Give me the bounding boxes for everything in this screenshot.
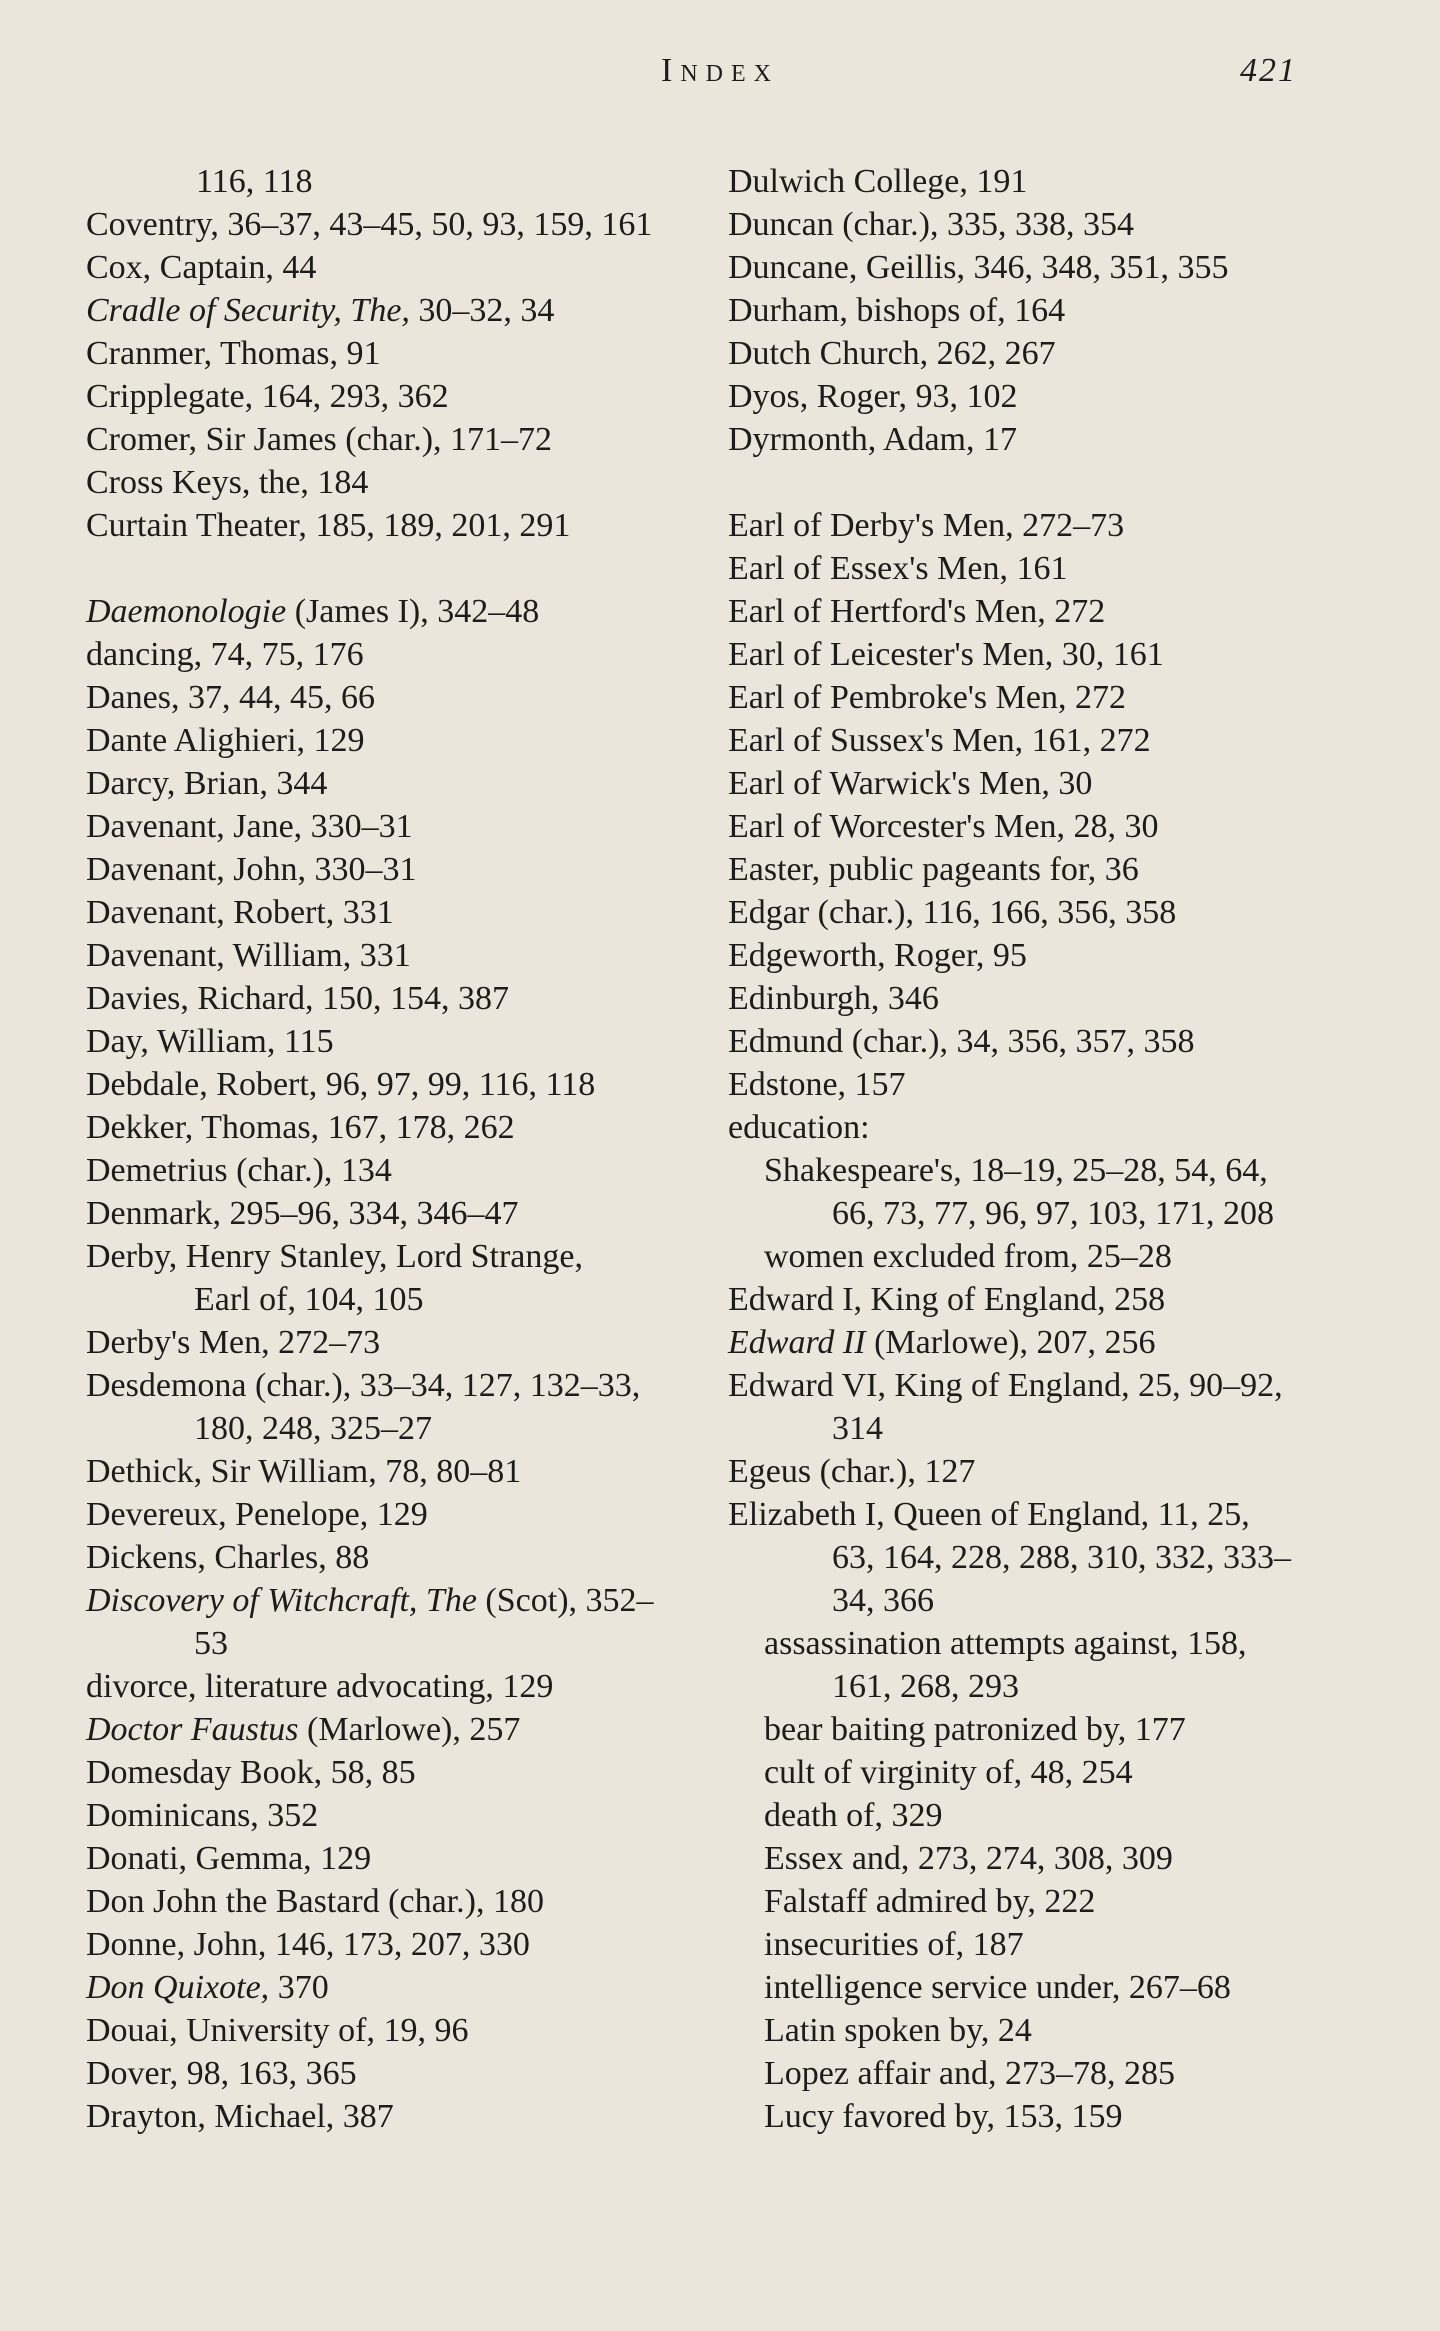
index-entry bbox=[86, 1192, 706, 1235]
index-subentry bbox=[728, 1235, 1368, 1278]
index-entry bbox=[86, 1794, 706, 1837]
index-entry-text: Lopez affair and, 273–78, 285 bbox=[764, 2055, 1176, 2092]
index-entry bbox=[86, 891, 706, 934]
letter-section-gap bbox=[728, 461, 1368, 504]
index-entry bbox=[728, 848, 1368, 891]
index-entry bbox=[728, 1321, 1368, 1364]
index-entry-text: Edgeworth, Roger, 95 bbox=[728, 937, 1027, 974]
index-entry bbox=[86, 633, 706, 676]
index-entry bbox=[86, 1880, 706, 1923]
index-entry-text: Davies, Richard, 150, 154, 387 bbox=[86, 980, 510, 1017]
index-entry bbox=[86, 504, 706, 547]
index-entry-text: Dominicans, 352 bbox=[86, 1797, 319, 1834]
index-entry-text: Duncane, Geillis, 346, 348, 351, 355 bbox=[728, 249, 1229, 286]
index-entry-text: Davenant, Robert, 331 bbox=[86, 894, 394, 931]
index-entry-text: Dulwich College, 191 bbox=[728, 163, 1028, 200]
index-entry-text: Donne, John, 146, 173, 207, 330 bbox=[86, 1926, 530, 1963]
index-entry-text: 53 bbox=[194, 1625, 228, 1662]
index-entry-text: Essex and, 273, 274, 308, 309 bbox=[764, 1840, 1173, 1877]
index-entry-title-italic: Discovery of Witchcraft, The bbox=[86, 1582, 477, 1619]
index-entry-title-italic: Cradle of Security, The, bbox=[86, 292, 410, 329]
index-entry bbox=[86, 1106, 706, 1149]
index-entry-text: Day, William, 115 bbox=[86, 1023, 334, 1060]
index-entry-text: Durham, bishops of, 164 bbox=[728, 292, 1066, 329]
index-entry bbox=[728, 246, 1368, 289]
index-entry bbox=[86, 1450, 706, 1493]
index-subentry bbox=[728, 2009, 1368, 2052]
index-entry bbox=[728, 934, 1368, 977]
index-entry-text: Earl of Worcester's Men, 28, 30 bbox=[728, 808, 1159, 845]
index-entry-text: intelligence service under, 267–68 bbox=[764, 1969, 1231, 2006]
index-entry bbox=[86, 2052, 706, 2095]
index-entry bbox=[728, 547, 1368, 590]
index-entry bbox=[728, 805, 1368, 848]
index-subentry bbox=[728, 1708, 1368, 1751]
index-entry-text: Edward VI, King of England, 25, 90–92, bbox=[728, 1367, 1283, 1404]
index-entry-text: Douai, University of, 19, 96 bbox=[86, 2012, 469, 2049]
index-entry bbox=[728, 762, 1368, 805]
index-entry-text: Egeus (char.), 127 bbox=[728, 1453, 976, 1490]
index-entry-text: Dyos, Roger, 93, 102 bbox=[728, 378, 1018, 415]
index-entry-continuation bbox=[728, 1407, 1368, 1450]
index-entry bbox=[728, 1106, 1368, 1149]
index-entry-text: (Marlowe), 257 bbox=[298, 1711, 521, 1748]
index-entry bbox=[86, 1579, 706, 1622]
index-entry-text: death of, 329 bbox=[764, 1797, 943, 1834]
index-entry-text: Earl of, 104, 105 bbox=[194, 1281, 424, 1318]
index-entry bbox=[728, 1493, 1368, 1536]
index-entry-continuation bbox=[728, 1536, 1368, 1579]
index-entry-text: Dante Alighieri, 129 bbox=[86, 722, 365, 759]
index-entry bbox=[86, 1751, 706, 1794]
index-entry-text: Edward I, King of England, 258 bbox=[728, 1281, 1166, 1318]
index-entry-title-italic: Don Quixote, bbox=[86, 1969, 270, 2006]
index-entry bbox=[86, 676, 706, 719]
index-entry-text: Earl of Pembroke's Men, 272 bbox=[728, 679, 1126, 716]
index-entry bbox=[728, 633, 1368, 676]
index-entry-text: Elizabeth I, Queen of England, 11, 25, bbox=[728, 1496, 1250, 1533]
index-entry-text: Dickens, Charles, 88 bbox=[86, 1539, 370, 1576]
index-entry-text: Earl of Leicester's Men, 30, 161 bbox=[728, 636, 1164, 673]
index-subentry bbox=[728, 1880, 1368, 1923]
index-entry-continuation bbox=[86, 1622, 706, 1665]
index-entry bbox=[728, 504, 1368, 547]
index-entry bbox=[86, 848, 706, 891]
index-entry-title-italic: Daemonologie bbox=[86, 593, 287, 630]
index-entry bbox=[86, 762, 706, 805]
index-entry-title-italic: Edward II bbox=[728, 1324, 866, 1361]
index-entry bbox=[86, 590, 706, 633]
index-entry-text: Edmund (char.), 34, 356, 357, 358 bbox=[728, 1023, 1195, 1060]
index-entry-text: education: bbox=[728, 1109, 870, 1146]
index-entry-continuation bbox=[728, 1192, 1368, 1235]
index-entry-text: divorce, literature advocating, 129 bbox=[86, 1668, 554, 1705]
index-entry-text: (Marlowe), 207, 256 bbox=[865, 1324, 1156, 1361]
letter-section-gap bbox=[86, 547, 706, 590]
index-entry-text: Cross Keys, the, 184 bbox=[86, 464, 369, 501]
index-entry bbox=[728, 1063, 1368, 1106]
index-subentry bbox=[728, 1751, 1368, 1794]
index-entry bbox=[86, 1665, 706, 1708]
index-entry bbox=[86, 934, 706, 977]
index-entry-text: (Scot), 352– bbox=[476, 1582, 654, 1619]
index-subentry bbox=[728, 1794, 1368, 1837]
index-entry bbox=[86, 1493, 706, 1536]
index-entry-text: Danes, 37, 44, 45, 66 bbox=[86, 679, 375, 716]
index-entry-text: Devereux, Penelope, 129 bbox=[86, 1496, 428, 1533]
index-entry bbox=[86, 203, 706, 246]
running-head-title: Index bbox=[661, 52, 779, 89]
index-entry-text: Debdale, Robert, 96, 97, 99, 116, 118 bbox=[86, 1066, 596, 1103]
index-entry-continuation bbox=[86, 160, 706, 203]
index-entry-text: Earl of Essex's Men, 161 bbox=[728, 550, 1068, 587]
index-entry bbox=[86, 1321, 706, 1364]
index-entry bbox=[728, 590, 1368, 633]
index-entry-text: Domesday Book, 58, 85 bbox=[86, 1754, 416, 1791]
index-entry-text: Earl of Hertford's Men, 272 bbox=[728, 593, 1106, 630]
index-entry-text: (James I), 342–48 bbox=[286, 593, 540, 630]
index-entry-text: Duncan (char.), 335, 338, 354 bbox=[728, 206, 1135, 243]
index-entry-text: Curtain Theater, 185, 189, 201, 291 bbox=[86, 507, 571, 544]
index-entry-text: Drayton, Michael, 387 bbox=[86, 2098, 394, 2135]
index-entry bbox=[86, 1708, 706, 1751]
index-entry bbox=[728, 1450, 1368, 1493]
index-entry-text: Cranmer, Thomas, 91 bbox=[86, 335, 381, 372]
index-entry-text: Edstone, 157 bbox=[728, 1066, 906, 1103]
index-entry-text: Edinburgh, 346 bbox=[728, 980, 939, 1017]
index-entry bbox=[86, 1966, 706, 2009]
index-entry bbox=[728, 375, 1368, 418]
index-entry bbox=[86, 1063, 706, 1106]
index-entry bbox=[86, 805, 706, 848]
index-entry-text: Earl of Derby's Men, 272–73 bbox=[728, 507, 1125, 544]
index-entry-text: Dethick, Sir William, 78, 80–81 bbox=[86, 1453, 522, 1490]
index-entry-text: 161, 268, 293 bbox=[832, 1668, 1019, 1705]
index-entry bbox=[728, 203, 1368, 246]
index-entry-text: 180, 248, 325–27 bbox=[194, 1410, 432, 1447]
index-entry-text: Darcy, Brian, 344 bbox=[86, 765, 328, 802]
index-entry bbox=[86, 1923, 706, 1966]
index-entry bbox=[86, 461, 706, 504]
index-entry-text: 116, 118 bbox=[196, 163, 313, 200]
index-entry bbox=[728, 891, 1368, 934]
index-entry-text: Lucy favored by, 153, 159 bbox=[764, 2098, 1123, 2135]
index-entry-continuation bbox=[728, 1665, 1368, 1708]
index-subentry bbox=[728, 1622, 1368, 1665]
index-entry-text: Davenant, William, 331 bbox=[86, 937, 411, 974]
index-entry bbox=[86, 1149, 706, 1192]
index-entry-text: Falstaff admired by, 222 bbox=[764, 1883, 1096, 1920]
index-entry-text: Davenant, Jane, 330–31 bbox=[86, 808, 413, 845]
index-entry-title-italic: Doctor Faustus bbox=[86, 1711, 299, 1748]
index-entry-text: Edgar (char.), 116, 166, 356, 358 bbox=[728, 894, 1177, 931]
index-entry bbox=[86, 1235, 706, 1278]
index-entry-text: 66, 73, 77, 96, 97, 103, 171, 208 bbox=[832, 1195, 1274, 1232]
index-entry-continuation bbox=[86, 1407, 706, 1450]
index-entry-text: Davenant, John, 330–31 bbox=[86, 851, 417, 888]
index-entry-text: Dutch Church, 262, 267 bbox=[728, 335, 1056, 372]
index-entry-text: Demetrius (char.), 134 bbox=[86, 1152, 392, 1189]
index-entry bbox=[86, 1364, 706, 1407]
index-entry-text: women excluded from, 25–28 bbox=[764, 1238, 1172, 1275]
index-entry-text: Don John the Bastard (char.), 180 bbox=[86, 1883, 544, 1920]
index-entry-text: Cromer, Sir James (char.), 171–72 bbox=[86, 421, 553, 458]
index-entry bbox=[728, 977, 1368, 1020]
index-entry-text: Earl of Warwick's Men, 30 bbox=[728, 765, 1093, 802]
index-entry bbox=[728, 719, 1368, 762]
index-entry-text: 314 bbox=[832, 1410, 883, 1447]
page-number: 421 bbox=[1240, 52, 1297, 89]
index-subentry bbox=[728, 1837, 1368, 1880]
index-entry bbox=[728, 160, 1368, 203]
index-entry-text: Easter, public pageants for, 36 bbox=[728, 851, 1139, 888]
index-subentry bbox=[728, 1923, 1368, 1966]
index-entry bbox=[86, 246, 706, 289]
index-entry-text: Derby, Henry Stanley, Lord Strange, bbox=[86, 1238, 583, 1275]
index-entry-text: dancing, 74, 75, 176 bbox=[86, 636, 364, 673]
index-entry-continuation bbox=[728, 1579, 1368, 1622]
index-entry bbox=[86, 289, 706, 332]
index-entry-text: Latin spoken by, 24 bbox=[764, 2012, 1032, 2049]
index-entry-text: 370 bbox=[269, 1969, 329, 2006]
index-entry-text: Shakespeare's, 18–19, 25–28, 54, 64, bbox=[764, 1152, 1268, 1189]
index-entry bbox=[86, 418, 706, 461]
index-entry bbox=[728, 1020, 1368, 1063]
index-entry bbox=[86, 977, 706, 1020]
index-entry-text: Coventry, 36–37, 43–45, 50, 93, 159, 161 bbox=[86, 206, 653, 243]
index-subentry bbox=[728, 2052, 1368, 2095]
index-entry-text: Denmark, 295–96, 334, 346–47 bbox=[86, 1195, 519, 1232]
index-entry-text: Earl of Sussex's Men, 161, 272 bbox=[728, 722, 1151, 759]
index-subentry bbox=[728, 1149, 1368, 1192]
index-entry bbox=[728, 676, 1368, 719]
index-entry-text: cult of virginity of, 48, 254 bbox=[764, 1754, 1133, 1791]
index-entry-text: Desdemona (char.), 33–34, 127, 132–33, bbox=[86, 1367, 641, 1404]
index-entry bbox=[728, 289, 1368, 332]
index-entry-text: bear baiting patronized by, 177 bbox=[764, 1711, 1186, 1748]
index-entry-text: 63, 164, 228, 288, 310, 332, 333– bbox=[832, 1539, 1291, 1576]
index-entry-text: Dyrmonth, Adam, 17 bbox=[728, 421, 1017, 458]
index-subentry bbox=[728, 1966, 1368, 2009]
index-entry-continuation bbox=[86, 1278, 706, 1321]
index-entry-text: Donati, Gemma, 129 bbox=[86, 1840, 372, 1877]
index-entry-text: Dover, 98, 163, 365 bbox=[86, 2055, 357, 2092]
index-entry-text: 34, 366 bbox=[832, 1582, 934, 1619]
index-entry-text: insecurities of, 187 bbox=[764, 1926, 1024, 1963]
index-entry bbox=[86, 2009, 706, 2052]
index-entry-text: Dekker, Thomas, 167, 178, 262 bbox=[86, 1109, 515, 1146]
index-entry bbox=[86, 375, 706, 418]
index-column-right bbox=[728, 160, 1368, 2138]
index-entry bbox=[728, 418, 1368, 461]
index-entry bbox=[728, 1364, 1368, 1407]
index-entry bbox=[728, 332, 1368, 375]
index-entry bbox=[86, 332, 706, 375]
index-subentry bbox=[728, 2095, 1368, 2138]
index-entry bbox=[728, 1278, 1368, 1321]
index-entry bbox=[86, 1837, 706, 1880]
index-entry-text: Cox, Captain, 44 bbox=[86, 249, 317, 286]
index-entry bbox=[86, 2095, 706, 2138]
index-entry bbox=[86, 1020, 706, 1063]
index-entry-text: Derby's Men, 272–73 bbox=[86, 1324, 381, 1361]
index-entry bbox=[86, 719, 706, 762]
index-entry bbox=[86, 1536, 706, 1579]
index-entry-text: assassination attempts against, 158, bbox=[764, 1625, 1247, 1662]
index-entry-text: 30–32, 34 bbox=[409, 292, 555, 329]
index-entry-text: Cripplegate, 164, 293, 362 bbox=[86, 378, 449, 415]
index-column-left bbox=[86, 160, 706, 2138]
